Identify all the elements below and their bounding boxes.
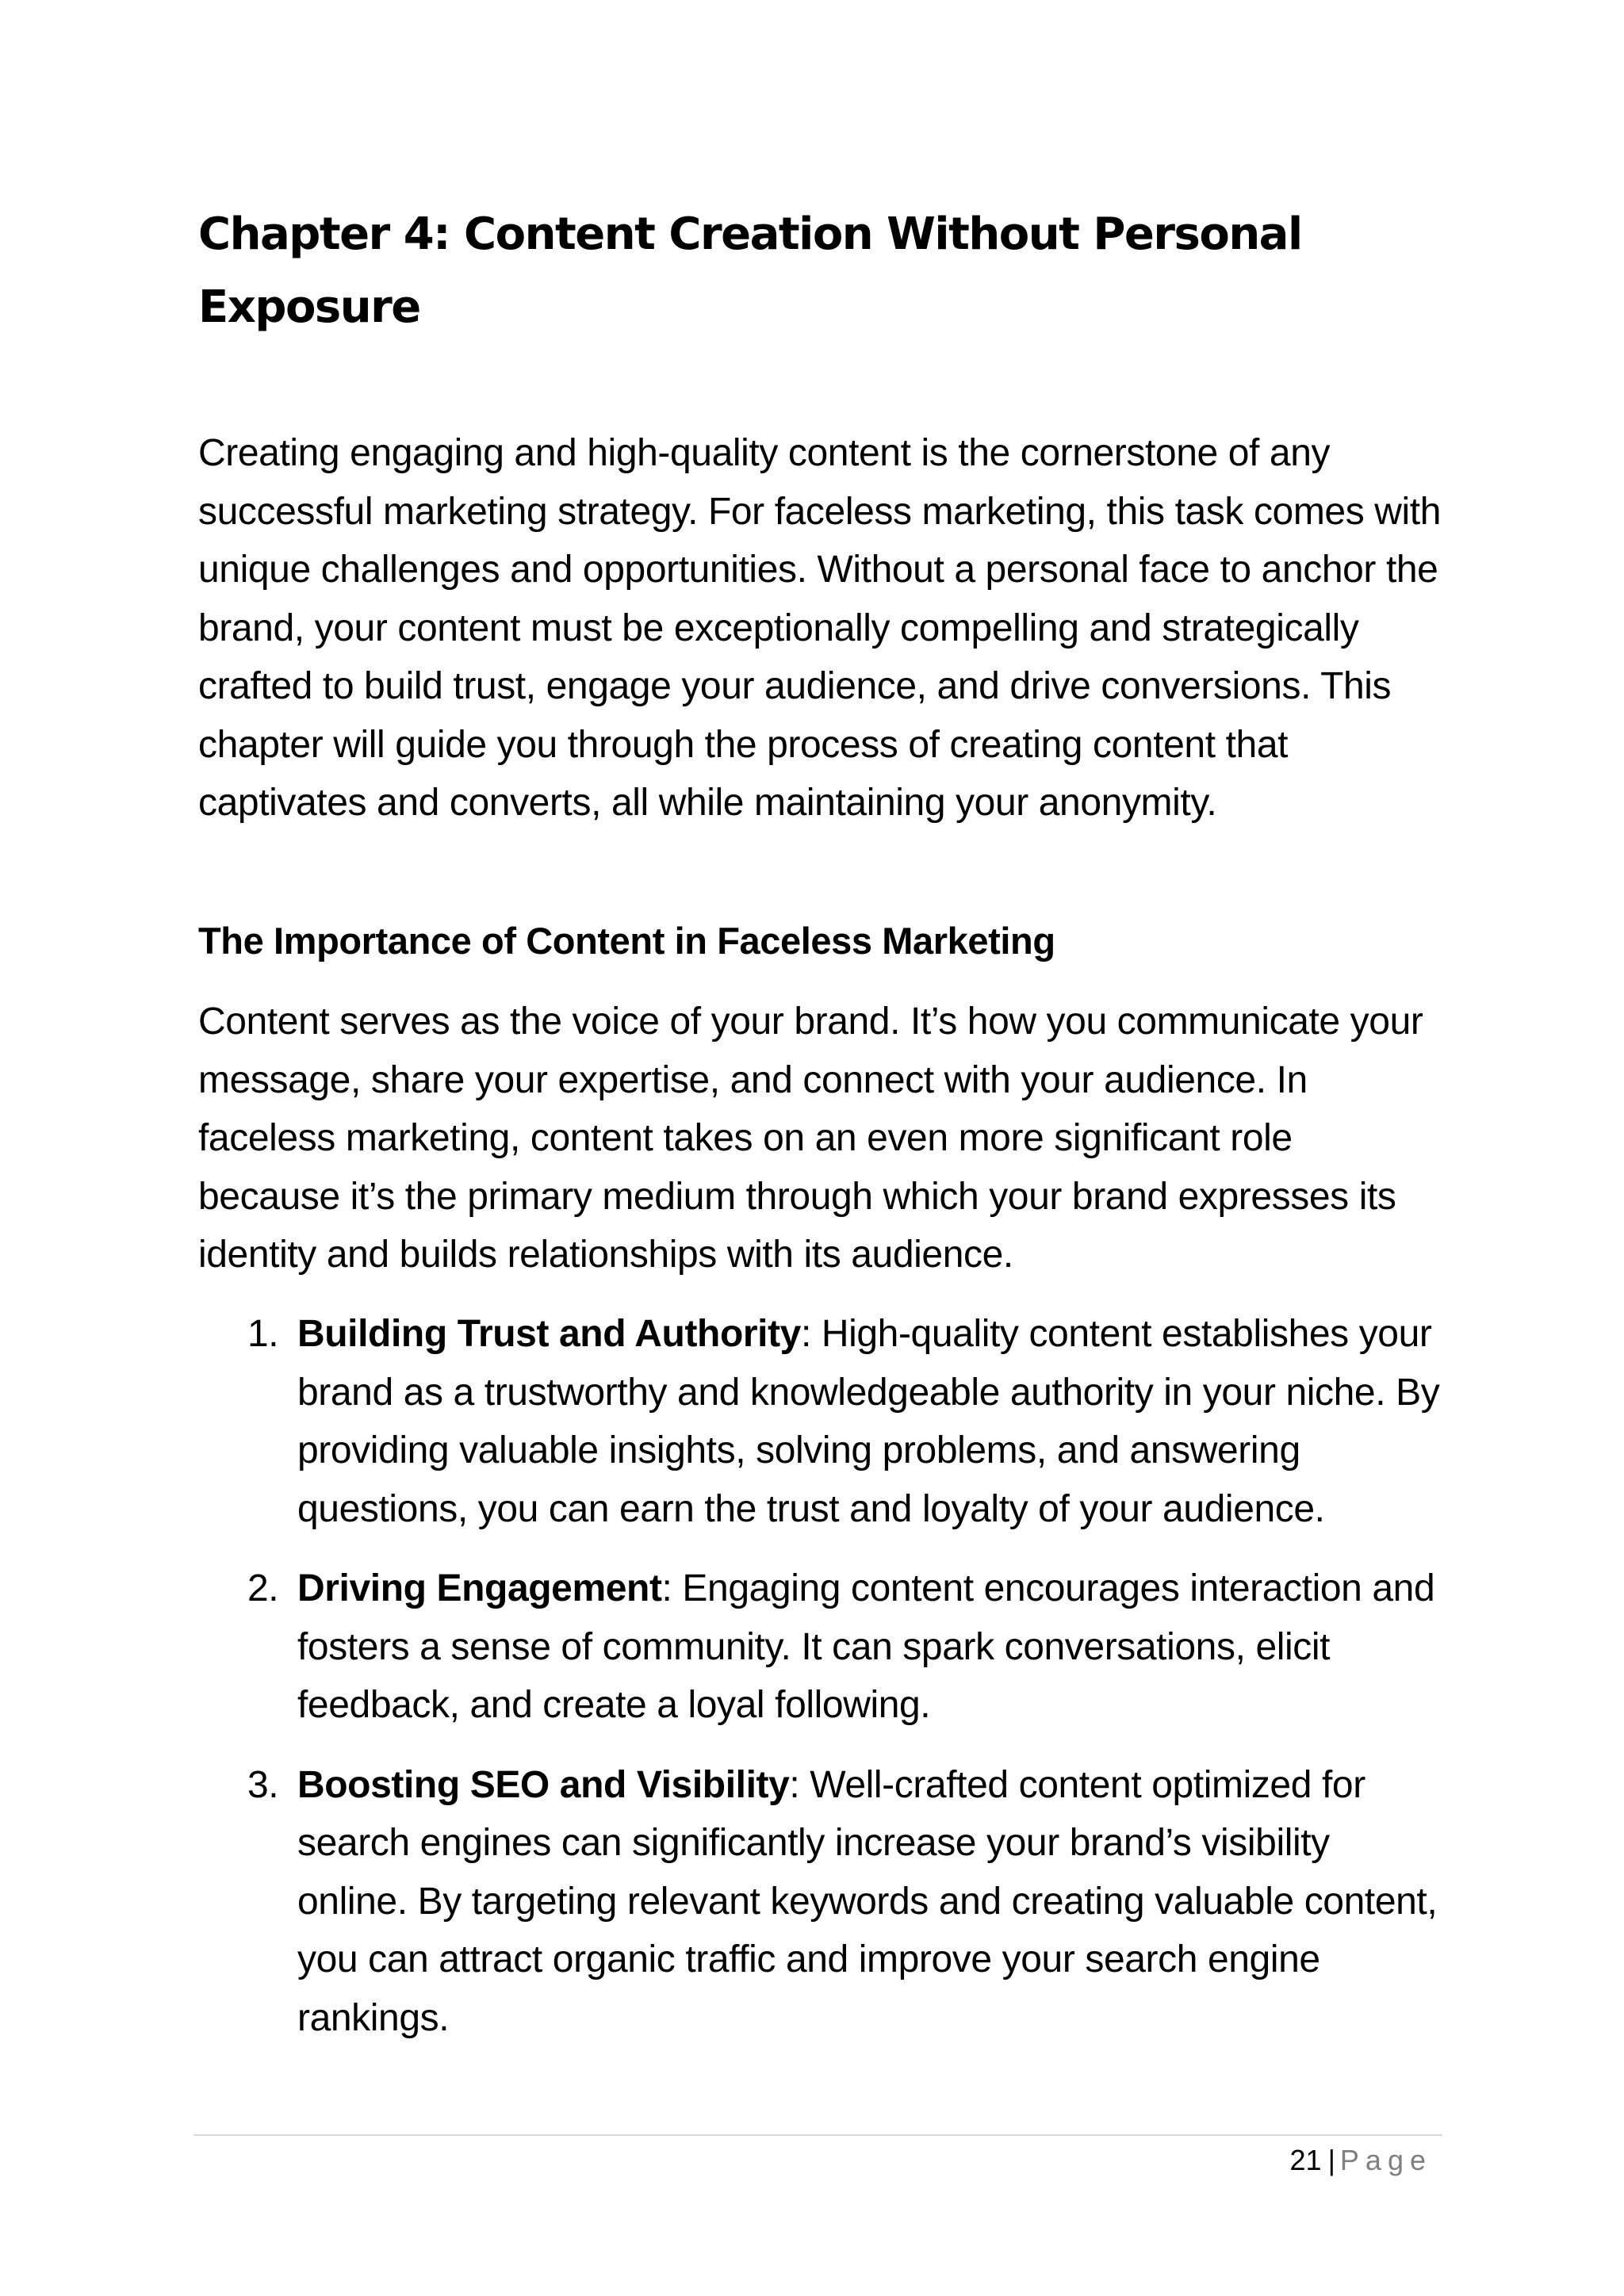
- list-item: [198, 1559, 1443, 1735]
- list-item-title: Building Trust and Authority: [297, 1313, 801, 1355]
- list-item-number: 2.: [247, 1567, 279, 1609]
- list-item-number: 1.: [247, 1313, 279, 1355]
- page-separator: |: [1327, 2144, 1335, 2176]
- page-label: Page: [1339, 2144, 1432, 2176]
- list-item: [198, 1305, 1443, 1538]
- page-number: 21: [1289, 2144, 1322, 2176]
- list-item-text: : Engaging content encourages interaction and fosters a sense of community. It can spark conversations, elicit feedback, and create a loyal following.: [297, 1567, 1435, 1726]
- list-item: [198, 1756, 1443, 2048]
- list-item-title: Driving Engagement: [297, 1567, 662, 1609]
- list-item-text: : Well-crafted content optimized for search engines can significantly increase your brand’s visibility online. By targeting relevant keywords and creating valuable content, you can attract organic traffic and improve your search engine rankings.: [297, 1763, 1438, 2039]
- section-paragraph: Content serves as the voice of your brand. It’s how you communicate your message, share your expertise, and connect with your audience. In faceless marketing, content takes on an even more significant role because it’s the primary medium through which your brand expresses its identity and builds relationships with its audience.: [198, 1001, 1423, 1276]
- list-item-text: : High-quality content establishes your brand as a trustworthy and knowledgeable authority in your niche. By providing valuable insights, solving problems, and answering questions, you can earn the trust and loyalty of your audience.: [297, 1313, 1440, 1530]
- page-footer: [1290, 2141, 1432, 2180]
- footer-divider: [193, 2134, 1442, 2136]
- list-item-title: Boosting SEO and Visibility: [297, 1763, 790, 1806]
- intro-paragraph: Creating engaging and high-quality content is the cornerstone of any successful marketing strategy. For faceless marketing, this task comes with unique challenges and opportunities. Without a personal face to anchor the brand, your content must be exceptionally compelling and strategically crafted to build trust, engage your audience, and drive conversions. This chapter will guide you through the process of creating content that captivates and converts, all while maintaining your anonymity.: [198, 432, 1442, 824]
- importance-list: [198, 1305, 1443, 2068]
- chapter-title: Chapter 4: Content Creation Without Personal Exposure: [198, 209, 1302, 333]
- list-item-number: 3.: [247, 1763, 279, 1806]
- section-heading: The Importance of Content in Faceless Marketing: [198, 920, 1055, 962]
